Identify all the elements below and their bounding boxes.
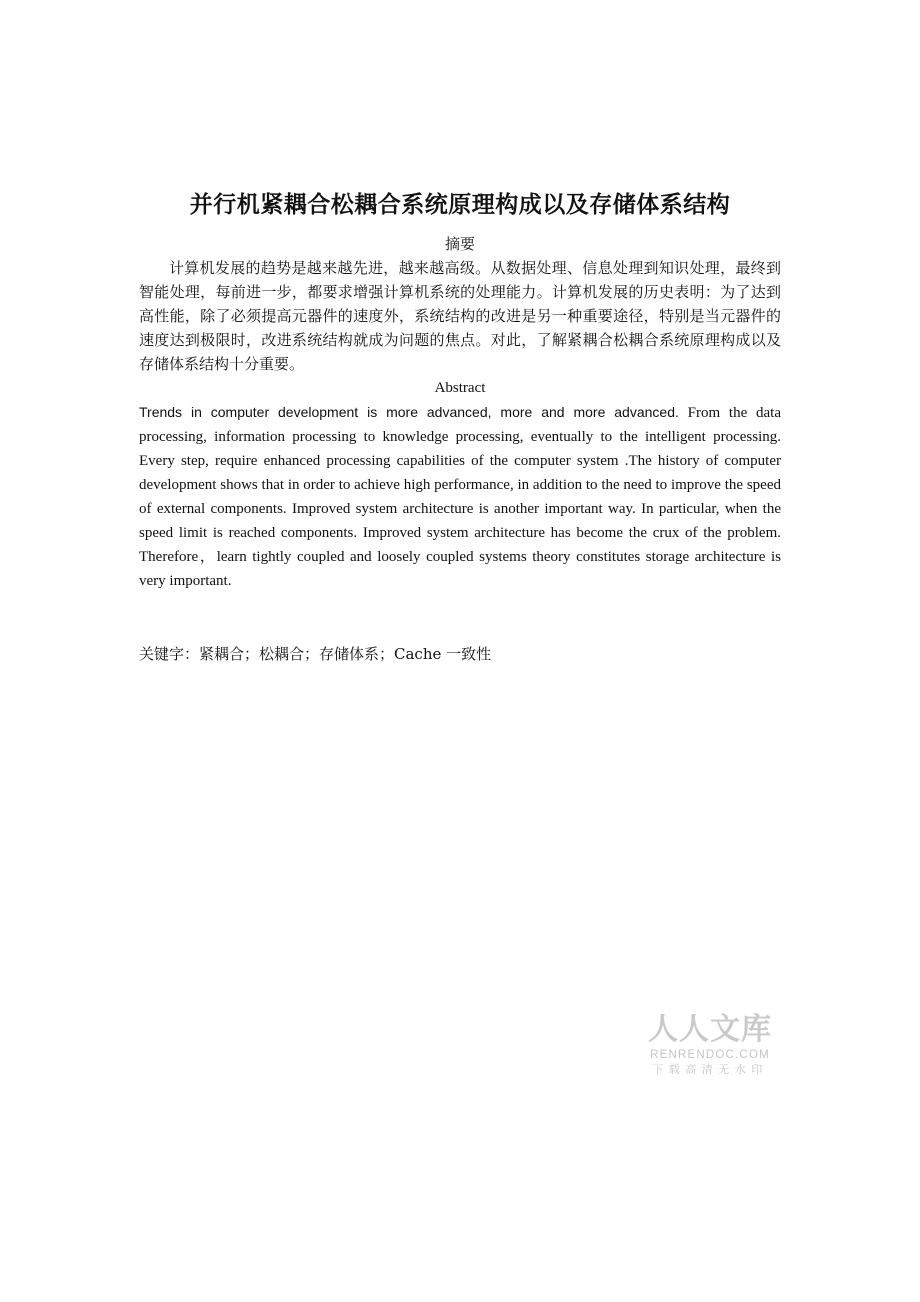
- abstract-heading-english: Abstract: [434, 380, 486, 396]
- keywords-line: [139, 643, 491, 664]
- watermark-domain: RENRENDOC.COM: [650, 1049, 770, 1061]
- abstract-english-lead: Trends in computer development is more advanced, more and more advanced.: [139, 404, 679, 420]
- watermark-slogan: 下载高清无水印: [652, 1063, 768, 1076]
- abstract-english-body: From the data processing, information processing to knowledge processing, eventually to the intelligent processing. Every step, require enhanced processing capabilities of the computer system .The history of computer development shows that in order to achieve high performance, in addition to the need to improve the speed of external components. Improved system architecture is another important way. In particular, when the speed limit is reached components. Improved system architecture has become the crux of the problem. Therefore，learn tightly coupled and loosely coupled systems theory constitutes storage architecture is very important.: [139, 405, 781, 589]
- watermark: [640, 1012, 780, 1078]
- watermark-logo: 人人文库: [648, 1012, 772, 1047]
- abstract-heading-chinese: 摘要: [444, 235, 475, 253]
- abstract-english-text: [139, 400, 781, 593]
- document-title: 并行机紧耦合松耦合系统原理构成以及存储体系结构: [189, 192, 731, 218]
- keywords-values: 紧耦合；松耦合；存储体系；Cache 一致性: [199, 645, 492, 663]
- keywords-label: 关键字：: [139, 645, 200, 663]
- abstract-chinese-text: 计算机发展的趋势是越来越先进，越来越高级。从数据处理、信息处理到知识处理，最终到智能处理，每前进一步，都要求增强计算机系统的处理能力。计算机发展的历史表明：为了达到高性能，除了必须提高元器件的速度外，系统结构的改进是另一种重要途径，特别是当元器件的速度达到极限时，改进系统结构就成为问题的焦点。对此，了解紧耦合松耦合系统原理构成以及存储体系结构十分重要。: [139, 259, 781, 373]
